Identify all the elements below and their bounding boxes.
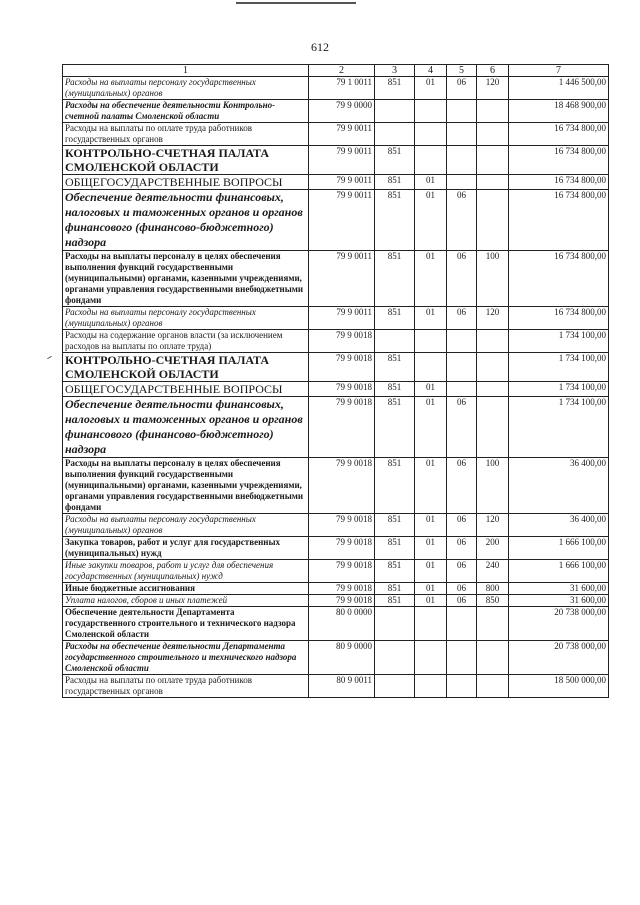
table-row <box>63 397 609 458</box>
cell-name: Расходы на выплаты персоналу государственных (муниципальных) органов <box>63 514 309 537</box>
cell-name: Расходы на выплаты персоналу в целях обеспечения выполнения функций государственными (муниципальными) органами, казенными учреждениями, органами управления государственными внебюджетными фондами <box>63 251 309 307</box>
table-row <box>63 675 609 698</box>
scan-artifact-line <box>236 2 356 4</box>
cell-expense-type: 240 <box>477 560 509 583</box>
cell-subsection: 06 <box>447 560 477 583</box>
cell-section <box>415 146 447 175</box>
cell-subsection <box>447 353 477 382</box>
cell-section: 01 <box>415 583 447 595</box>
cell-amount: 20 738 000,00 <box>509 607 609 641</box>
cell-name: Обеспечение деятельности Департамента государственного строительного и технического надзора Смоленской области <box>63 607 309 641</box>
cell-subsection: 06 <box>447 190 477 251</box>
cell-section <box>415 353 447 382</box>
cell-name: Расходы на выплаты персоналу государственных (муниципальных) органов <box>63 77 309 100</box>
cell-section <box>415 675 447 698</box>
cell-grbs-code: 851 <box>375 397 415 458</box>
cell-name: Расходы на выплаты персоналу в целях обеспечения выполнения функций государственными (муниципальными) органами, казенными учреждениями, органами управления государственными внебюджетными фондами <box>63 458 309 514</box>
cell-expense-type: 120 <box>477 514 509 537</box>
cell-subsection: 06 <box>447 595 477 607</box>
cell-section <box>415 123 447 146</box>
cell-name: ОБЩЕГОСУДАРСТВЕННЫЕ ВОПРОСЫ <box>63 175 309 190</box>
cell-expense-type: 120 <box>477 307 509 330</box>
cell-subsection: 06 <box>447 458 477 514</box>
cell-name: Расходы на обеспечение деятельности Департамента государственного строительного и технического надзора Смоленской области <box>63 641 309 675</box>
cell-grbs-code: 851 <box>375 77 415 100</box>
cell-amount: 16 734 800,00 <box>509 307 609 330</box>
cell-amount: 16 734 800,00 <box>509 251 609 307</box>
cell-amount: 36 400,00 <box>509 458 609 514</box>
cell-grbs-code: 851 <box>375 458 415 514</box>
cell-grbs-code: 851 <box>375 595 415 607</box>
cell-grbs-code <box>375 675 415 698</box>
cell-target-code: 79 9 0011 <box>309 251 375 307</box>
cell-expense-type <box>477 607 509 641</box>
cell-amount: 1 734 100,00 <box>509 397 609 458</box>
cell-grbs-code: 851 <box>375 175 415 190</box>
cell-section <box>415 641 447 675</box>
table-row <box>63 382 609 397</box>
cell-expense-type <box>477 397 509 458</box>
cell-target-code: 79 9 0011 <box>309 190 375 251</box>
cell-amount: 1 734 100,00 <box>509 353 609 382</box>
cell-amount: 20 738 000,00 <box>509 641 609 675</box>
cell-expense-type: 800 <box>477 583 509 595</box>
cell-name: Обеспечение деятельности финансовых, налоговых и таможенных органов и органов финансового (финансово-бюджетного) надзора <box>63 397 309 458</box>
table-row <box>63 307 609 330</box>
cell-amount: 16 734 800,00 <box>509 190 609 251</box>
cell-subsection <box>447 607 477 641</box>
cell-subsection <box>447 123 477 146</box>
cell-grbs-code <box>375 123 415 146</box>
cell-subsection <box>447 146 477 175</box>
cell-expense-type <box>477 330 509 353</box>
cell-grbs-code <box>375 330 415 353</box>
table-row <box>63 146 609 175</box>
cell-name: ОБЩЕГОСУДАРСТВЕННЫЕ ВОПРОСЫ <box>63 382 309 397</box>
cell-target-code: 79 9 0018 <box>309 537 375 560</box>
cell-expense-type <box>477 123 509 146</box>
cell-expense-type <box>477 641 509 675</box>
table-row <box>63 607 609 641</box>
table-row <box>63 77 609 100</box>
cell-section: 01 <box>415 307 447 330</box>
cell-grbs-code: 851 <box>375 307 415 330</box>
table-row <box>63 100 609 123</box>
cell-name: Обеспечение деятельности финансовых, налоговых и таможенных органов и органов финансового (финансово-бюджетного) надзора <box>63 190 309 251</box>
cell-subsection: 06 <box>447 397 477 458</box>
cell-grbs-code: 851 <box>375 583 415 595</box>
cell-section: 01 <box>415 382 447 397</box>
cell-amount: 31 600,00 <box>509 595 609 607</box>
cell-expense-type <box>477 382 509 397</box>
cell-target-code: 79 9 0011 <box>309 123 375 146</box>
cell-grbs-code <box>375 607 415 641</box>
cell-subsection <box>447 641 477 675</box>
page-number: 612 <box>311 40 329 54</box>
cell-subsection: 06 <box>447 307 477 330</box>
cell-name: Закупка товаров, работ и услуг для государственных (муниципальных) нужд <box>63 537 309 560</box>
cell-grbs-code: 851 <box>375 190 415 251</box>
table-row <box>63 175 609 190</box>
cell-name: Расходы на содержание органов власти (за исключением расходов на выплаты по оплате труда) <box>63 330 309 353</box>
cell-subsection: 06 <box>447 514 477 537</box>
column-header: 4 <box>415 65 447 77</box>
cell-name: КОНТРОЛЬНО-СЧЕТНАЯ ПАЛАТА СМОЛЕНСКОЙ ОБЛАСТИ <box>63 353 309 382</box>
cell-target-code: 79 9 0018 <box>309 595 375 607</box>
cell-name: Расходы на выплаты по оплате труда работников государственных органов <box>63 123 309 146</box>
cell-amount: 16 734 800,00 <box>509 146 609 175</box>
cell-target-code: 79 9 0011 <box>309 307 375 330</box>
column-header: 7 <box>509 65 609 77</box>
cell-target-code: 79 9 0018 <box>309 330 375 353</box>
cell-section: 01 <box>415 77 447 100</box>
cell-expense-type: 100 <box>477 251 509 307</box>
cell-grbs-code: 851 <box>375 382 415 397</box>
cell-expense-type: 100 <box>477 458 509 514</box>
cell-subsection <box>447 382 477 397</box>
cell-subsection <box>447 100 477 123</box>
cell-target-code: 79 9 0018 <box>309 458 375 514</box>
cell-grbs-code: 851 <box>375 537 415 560</box>
cell-target-code: 79 9 0011 <box>309 175 375 190</box>
cell-amount: 1 734 100,00 <box>509 382 609 397</box>
cell-subsection <box>447 330 477 353</box>
cell-amount: 16 734 800,00 <box>509 123 609 146</box>
cell-name: Расходы на выплаты персоналу государственных (муниципальных) органов <box>63 307 309 330</box>
cell-section: 01 <box>415 251 447 307</box>
cell-name: Расходы на обеспечение деятельности Контрольно-счетной палаты Смоленской области <box>63 100 309 123</box>
cell-section <box>415 330 447 353</box>
cell-section: 01 <box>415 514 447 537</box>
table-row <box>63 330 609 353</box>
cell-grbs-code: 851 <box>375 560 415 583</box>
table-row <box>63 123 609 146</box>
cell-amount: 18 500 000,00 <box>509 675 609 698</box>
column-header: 5 <box>447 65 477 77</box>
cell-target-code: 80 9 0011 <box>309 675 375 698</box>
cell-target-code: 79 9 0018 <box>309 583 375 595</box>
cell-section <box>415 607 447 641</box>
cell-target-code: 79 9 0018 <box>309 397 375 458</box>
cell-target-code: 79 9 0018 <box>309 353 375 382</box>
table-row <box>63 595 609 607</box>
table-row <box>63 353 609 382</box>
table-row <box>63 458 609 514</box>
column-header: 6 <box>477 65 509 77</box>
cell-grbs-code <box>375 100 415 123</box>
cell-grbs-code: 851 <box>375 353 415 382</box>
cell-subsection: 06 <box>447 583 477 595</box>
table-row <box>63 251 609 307</box>
budget-table <box>62 64 609 698</box>
cell-expense-type <box>477 175 509 190</box>
cell-amount: 36 400,00 <box>509 514 609 537</box>
table-row <box>63 641 609 675</box>
cell-amount: 1 734 100,00 <box>509 330 609 353</box>
cell-expense-type <box>477 100 509 123</box>
column-header: 1 <box>63 65 309 77</box>
cell-subsection: 06 <box>447 537 477 560</box>
cell-subsection: 06 <box>447 251 477 307</box>
cell-section: 01 <box>415 458 447 514</box>
cell-expense-type <box>477 146 509 175</box>
cell-section <box>415 100 447 123</box>
cell-section: 01 <box>415 595 447 607</box>
cell-amount: 18 468 900,00 <box>509 100 609 123</box>
cell-subsection <box>447 175 477 190</box>
cell-name: Иные бюджетные ассигнования <box>63 583 309 595</box>
table-row <box>63 537 609 560</box>
cell-target-code: 80 9 0000 <box>309 641 375 675</box>
table-row <box>63 190 609 251</box>
cell-expense-type: 200 <box>477 537 509 560</box>
cell-expense-type <box>477 353 509 382</box>
cell-expense-type <box>477 675 509 698</box>
cell-section: 01 <box>415 537 447 560</box>
column-header: 2 <box>309 65 375 77</box>
cell-target-code: 80 0 0000 <box>309 607 375 641</box>
table-row <box>63 560 609 583</box>
cell-section: 01 <box>415 397 447 458</box>
cell-grbs-code: 851 <box>375 251 415 307</box>
cell-amount: 1 446 500,00 <box>509 77 609 100</box>
table-header-row <box>63 65 609 77</box>
scan-artifact-mark <box>47 356 52 359</box>
cell-expense-type: 850 <box>477 595 509 607</box>
cell-section: 01 <box>415 560 447 583</box>
cell-amount: 1 666 100,00 <box>509 537 609 560</box>
cell-target-code: 79 9 0018 <box>309 382 375 397</box>
cell-grbs-code: 851 <box>375 146 415 175</box>
cell-subsection: 06 <box>447 77 477 100</box>
cell-expense-type <box>477 190 509 251</box>
cell-expense-type: 120 <box>477 77 509 100</box>
cell-target-code: 79 1 0011 <box>309 77 375 100</box>
cell-name: Уплата налогов, сборов и иных платежей <box>63 595 309 607</box>
cell-grbs-code <box>375 641 415 675</box>
cell-name: КОНТРОЛЬНО-СЧЕТНАЯ ПАЛАТА СМОЛЕНСКОЙ ОБЛАСТИ <box>63 146 309 175</box>
column-header: 3 <box>375 65 415 77</box>
cell-target-code: 79 9 0018 <box>309 560 375 583</box>
cell-target-code: 79 9 0011 <box>309 146 375 175</box>
table-row <box>63 583 609 595</box>
cell-amount: 31 600,00 <box>509 583 609 595</box>
cell-grbs-code: 851 <box>375 514 415 537</box>
cell-amount: 16 734 800,00 <box>509 175 609 190</box>
table-row <box>63 514 609 537</box>
cell-section: 01 <box>415 190 447 251</box>
cell-name: Расходы на выплаты по оплате труда работников государственных органов <box>63 675 309 698</box>
cell-target-code: 79 9 0000 <box>309 100 375 123</box>
cell-section: 01 <box>415 175 447 190</box>
cell-subsection <box>447 675 477 698</box>
cell-amount: 1 666 100,00 <box>509 560 609 583</box>
cell-name: Иные закупки товаров, работ и услуг для обеспечения государственных (муниципальных) нужд <box>63 560 309 583</box>
cell-target-code: 79 9 0018 <box>309 514 375 537</box>
